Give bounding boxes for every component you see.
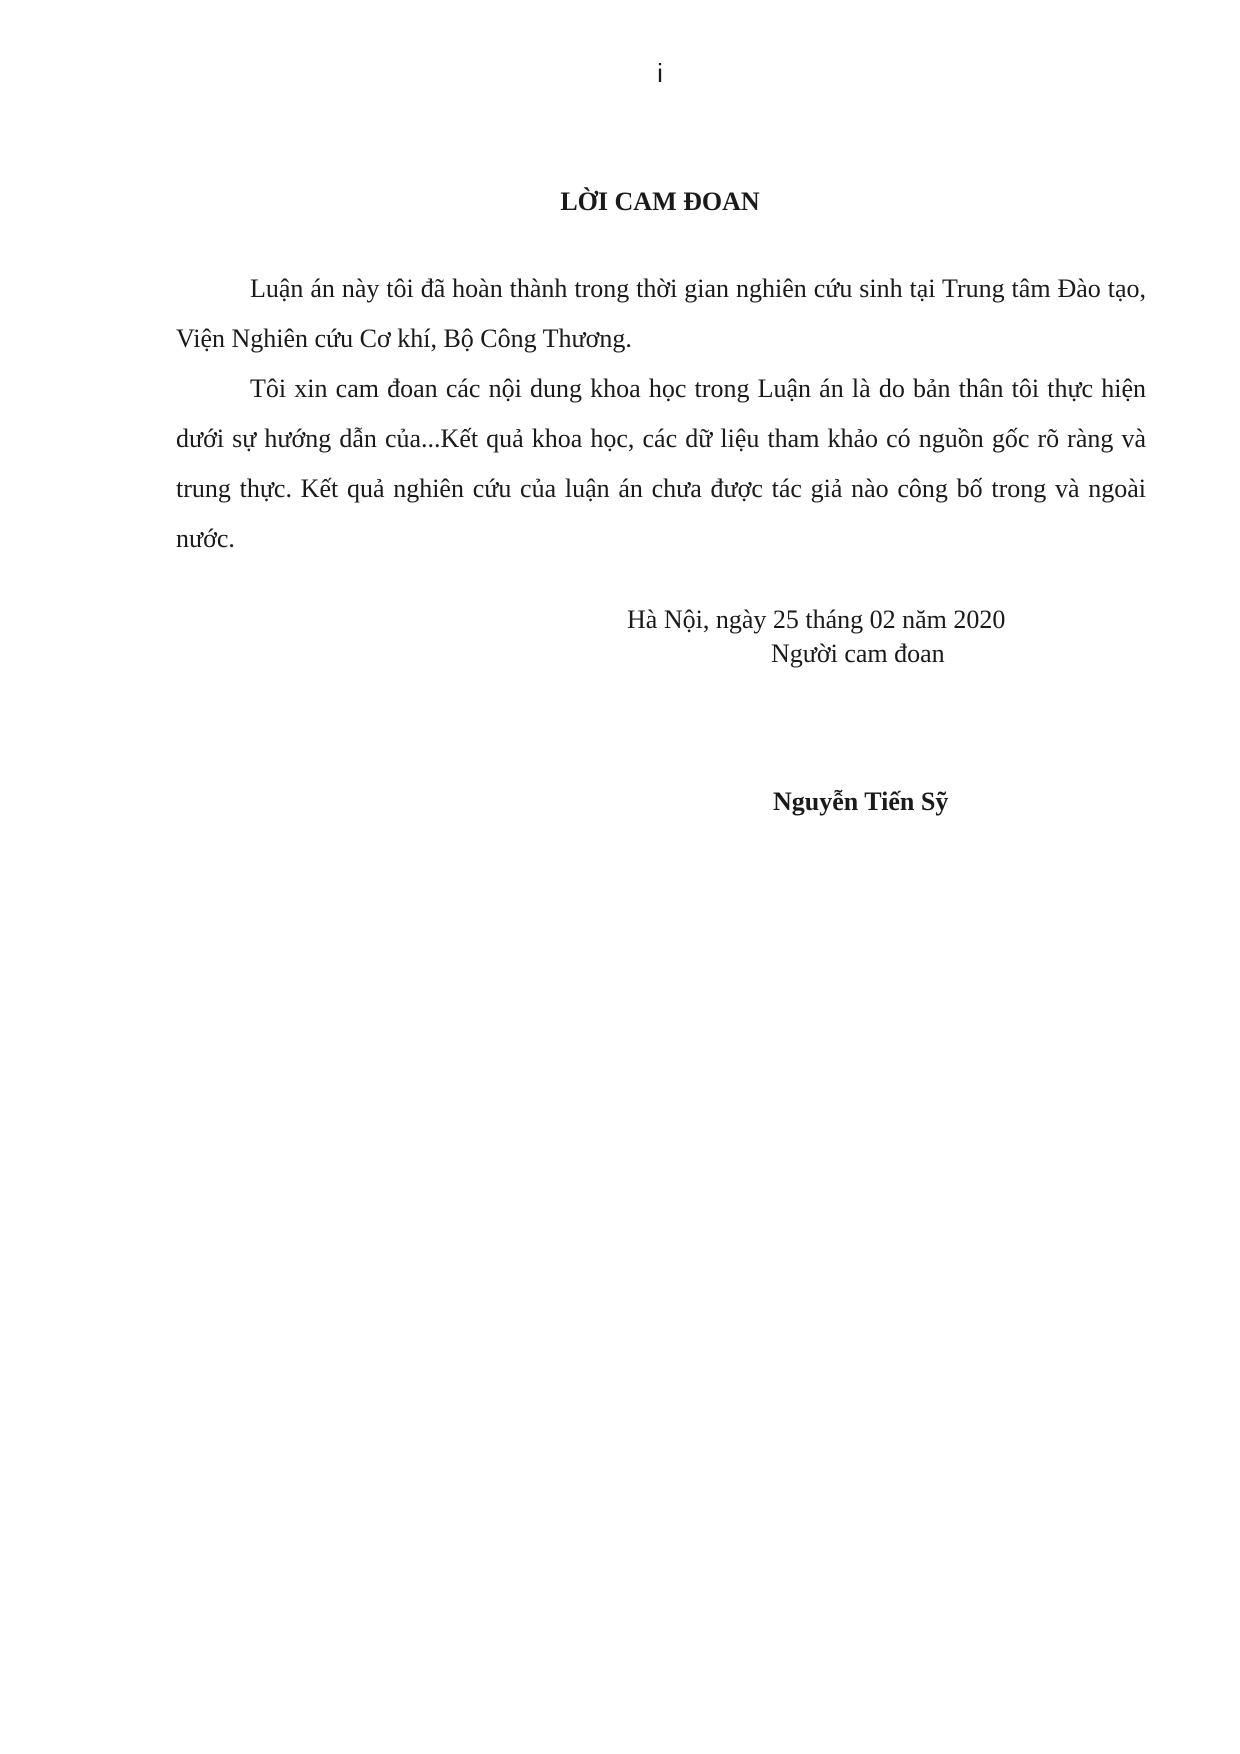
paragraph-2: Tôi xin cam đoan các nội dung khoa học trong Luận án là do bản thân tôi thực hiện dưới sự hướng dẫn của...Kết quả khoa học, các dữ liệu tham khảo có nguồn gốc rõ ràng và trung thực. Kết quả nghiên cứu của luận án chưa được tác giả nào công bố trong và ngoài nước. bbox=[176, 374, 1146, 553]
page-title: LỜI CAM ĐOAN bbox=[560, 187, 760, 216]
signer-role: Người cam đoan bbox=[771, 639, 945, 668]
paragraph-1: Luận án này tôi đã hoàn thành trong thời gian nghiên cứu sinh tại Trung tâm Đào tạo, Viện Nghiên cứu Cơ khí, Bộ Công Thương. bbox=[176, 274, 1146, 353]
page-number: i bbox=[657, 58, 663, 88]
signer-name: Nguyễn Tiến Sỹ bbox=[773, 787, 949, 816]
place-date: Hà Nội, ngày 25 tháng 02 năm 2020 bbox=[627, 605, 1006, 634]
declaration-body bbox=[176, 264, 1146, 564]
